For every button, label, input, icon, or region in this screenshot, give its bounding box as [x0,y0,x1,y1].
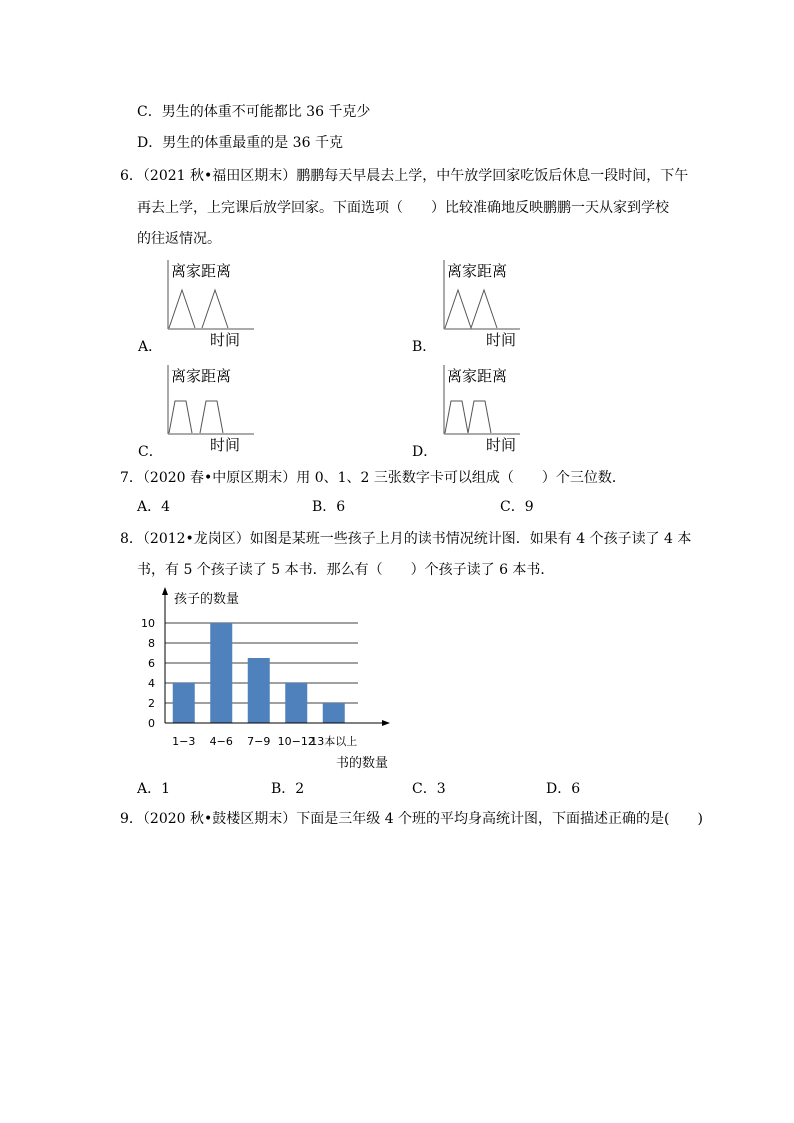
q6-stem-line1: 6．（2021 秋•福田区期末）鹏鹏每天早晨去上学，中午放学回家吃饭后休息一段时间，下午 [120,168,689,184]
q6-option-d-graph [440,363,560,458]
q8-option-b: B．2 [271,781,305,797]
x-axis-arrow [382,720,390,726]
q8-stem-line1: 8．（2012•龙岗区）如图是某班一些孩子上月的读书情况统计图．如果有 4 个孩子读了 4 本 [120,531,692,547]
q6-option-b-label: B． [412,339,437,355]
x-tick-label: 13本以上 [310,735,358,748]
y-tick-label: 8 [148,637,155,650]
x-tick-label: 10−12 [277,735,315,748]
q6-b-y-axis-label: 离家距离 [447,262,508,280]
q8-bar-chart [140,585,410,775]
q6-a-x-axis-label: 时间 [210,331,241,349]
x-tick-label: 4−6 [209,735,233,748]
q5-option-d: D．男生的体重最重的是 36 千克 [137,135,343,151]
bar [248,658,270,723]
q5-option-c: C．男生的体重不可能都比 36 千克少 [137,104,371,120]
y-tick-label: 10 [141,617,155,630]
q6-option-c-graph [164,363,284,458]
q6-d-x-axis-label: 时间 [486,436,517,454]
q6-b-x-axis-label: 时间 [486,331,517,349]
y-tick-label: 6 [148,657,155,670]
q7-option-b: B．6 [312,499,346,515]
q6-c-x-axis-label: 时间 [210,436,241,454]
q6-option-a-graph [164,258,284,353]
q6-option-d-label: D． [412,444,438,460]
q6-option-b-graph [440,258,560,353]
q6-c-y-axis-label: 离家距离 [171,367,232,385]
q6-d-y-axis-label: 离家距离 [447,367,508,385]
q6-option-a-label: A． [138,339,163,355]
y-axis-arrow [162,587,168,595]
y-tick-label: 2 [148,697,155,710]
chart-x-axis-title: 书的数量 [336,756,389,771]
q7-option-c: C．9 [500,499,534,515]
bar [285,683,307,723]
q8-option-d: D．6 [546,781,581,797]
q8-option-c: C．3 [412,781,446,797]
q8-stem-line2: 书，有 5 个孩子读了 5 本书．那么有（ ）个孩子读了 6 本书． [137,562,555,578]
x-tick-label: 1−3 [172,735,196,748]
y-tick-label: 4 [148,677,155,690]
q6-option-c-label: C． [138,444,163,460]
y-tick-label: 0 [148,717,155,730]
x-tick-label: 7−9 [247,735,271,748]
q6-stem-line2: 再去上学，上完课后放学回家。下面选项（ ）比较准确地反映鹏鹏一天从家到学校 [137,200,669,216]
bar [210,623,232,723]
bar [323,703,345,723]
q7-stem-line1: 7．（2020 春•中原区期末）用 0、1、2 三张数字卡可以组成（ ）个三位数． [120,470,626,486]
q9-stem-line1: 9．（2020 秋•鼓楼区期末）下面是三年级 4 个班的平均身高统计图，下面描述正确的是( ) [120,811,703,827]
q6-a-y-axis-label: 离家距离 [171,262,232,280]
bar [173,683,195,723]
chart-y-axis-title: 孩子的数量 [174,592,240,607]
q7-option-a: A．4 [137,499,171,515]
q8-option-a: A．1 [137,781,171,797]
q6-stem-line3: 的往返情况。 [137,231,221,247]
